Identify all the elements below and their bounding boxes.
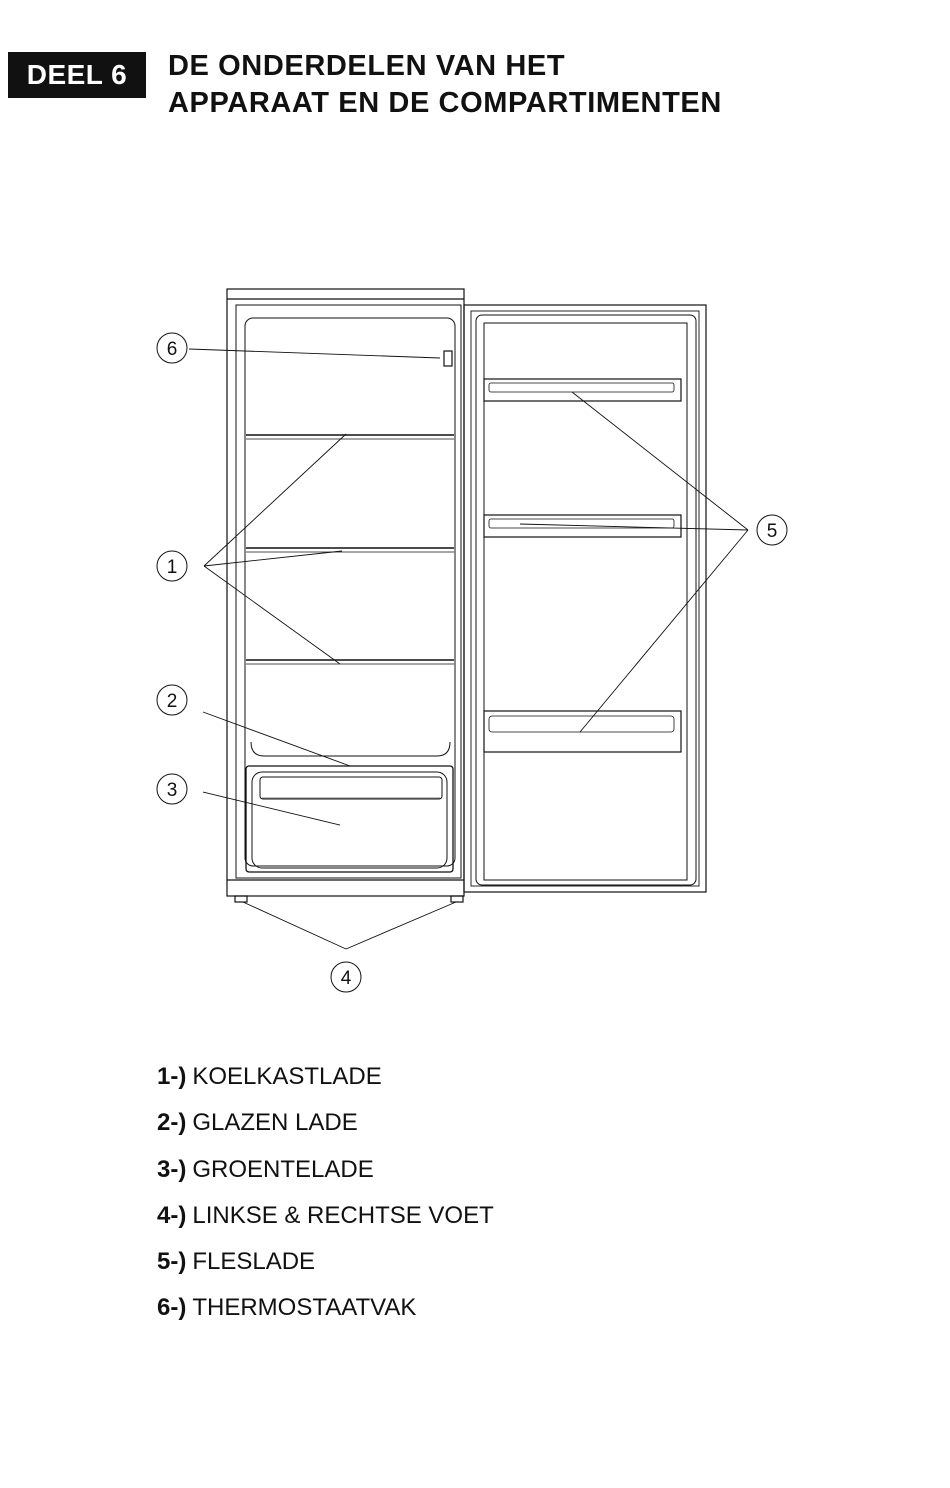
legend-number: 1-) [157, 1063, 187, 1090]
crisper-drawer [246, 766, 453, 872]
shelf-middle [246, 548, 454, 552]
door-racks [484, 379, 681, 752]
fridge-door [464, 305, 706, 892]
legend-label: GLAZEN LADE [192, 1109, 358, 1137]
callout-2: 2 [166, 691, 178, 712]
legend-label: KOELKASTLADE [192, 1063, 382, 1090]
fridge-cabinet [227, 289, 464, 896]
legend-item [157, 1201, 494, 1247]
legend-label: FLESLADE [192, 1248, 316, 1276]
shelf-bottom [246, 660, 454, 664]
legend-item [157, 1108, 494, 1154]
page-title-line-2: APPARAAT EN DE COMPARTIMENTEN [168, 87, 722, 119]
legend-number: 3-) [157, 1155, 187, 1183]
legend-label: THERMOSTAATVAK [192, 1294, 417, 1322]
page-title-line-1: DE ONDERDELEN VAN HET [168, 50, 566, 82]
foot-left [235, 896, 247, 902]
legend-item [157, 1293, 494, 1339]
callout-circles [157, 333, 787, 992]
legend-number: 4-) [157, 1201, 187, 1229]
callout-1: 1 [166, 557, 178, 578]
callout-4: 4 [340, 968, 352, 989]
door-rack-bottom [484, 711, 681, 752]
callout-3: 3 [166, 780, 178, 801]
legend-label: GROENTELADE [192, 1155, 374, 1183]
legend-item [157, 1062, 494, 1108]
legend-item [157, 1247, 494, 1293]
feet [235, 896, 463, 902]
glass-cover [251, 742, 450, 756]
legend-number: 2-) [157, 1109, 187, 1137]
thermostat-box [444, 351, 452, 366]
legend-number: 5-) [157, 1248, 187, 1276]
section-badge: DEEL 6 [8, 52, 146, 98]
legend-number: 6-) [157, 1294, 187, 1322]
legend-label: LINKSE & RECHTSE VOET [192, 1201, 494, 1229]
shelf-top [246, 435, 454, 439]
foot-right [451, 896, 463, 902]
legend-item [157, 1155, 494, 1201]
door-rack-top [484, 379, 681, 401]
callout-5: 5 [766, 521, 778, 542]
callout-6: 6 [166, 339, 178, 360]
parts-legend [157, 1062, 494, 1340]
shelves [246, 435, 454, 664]
